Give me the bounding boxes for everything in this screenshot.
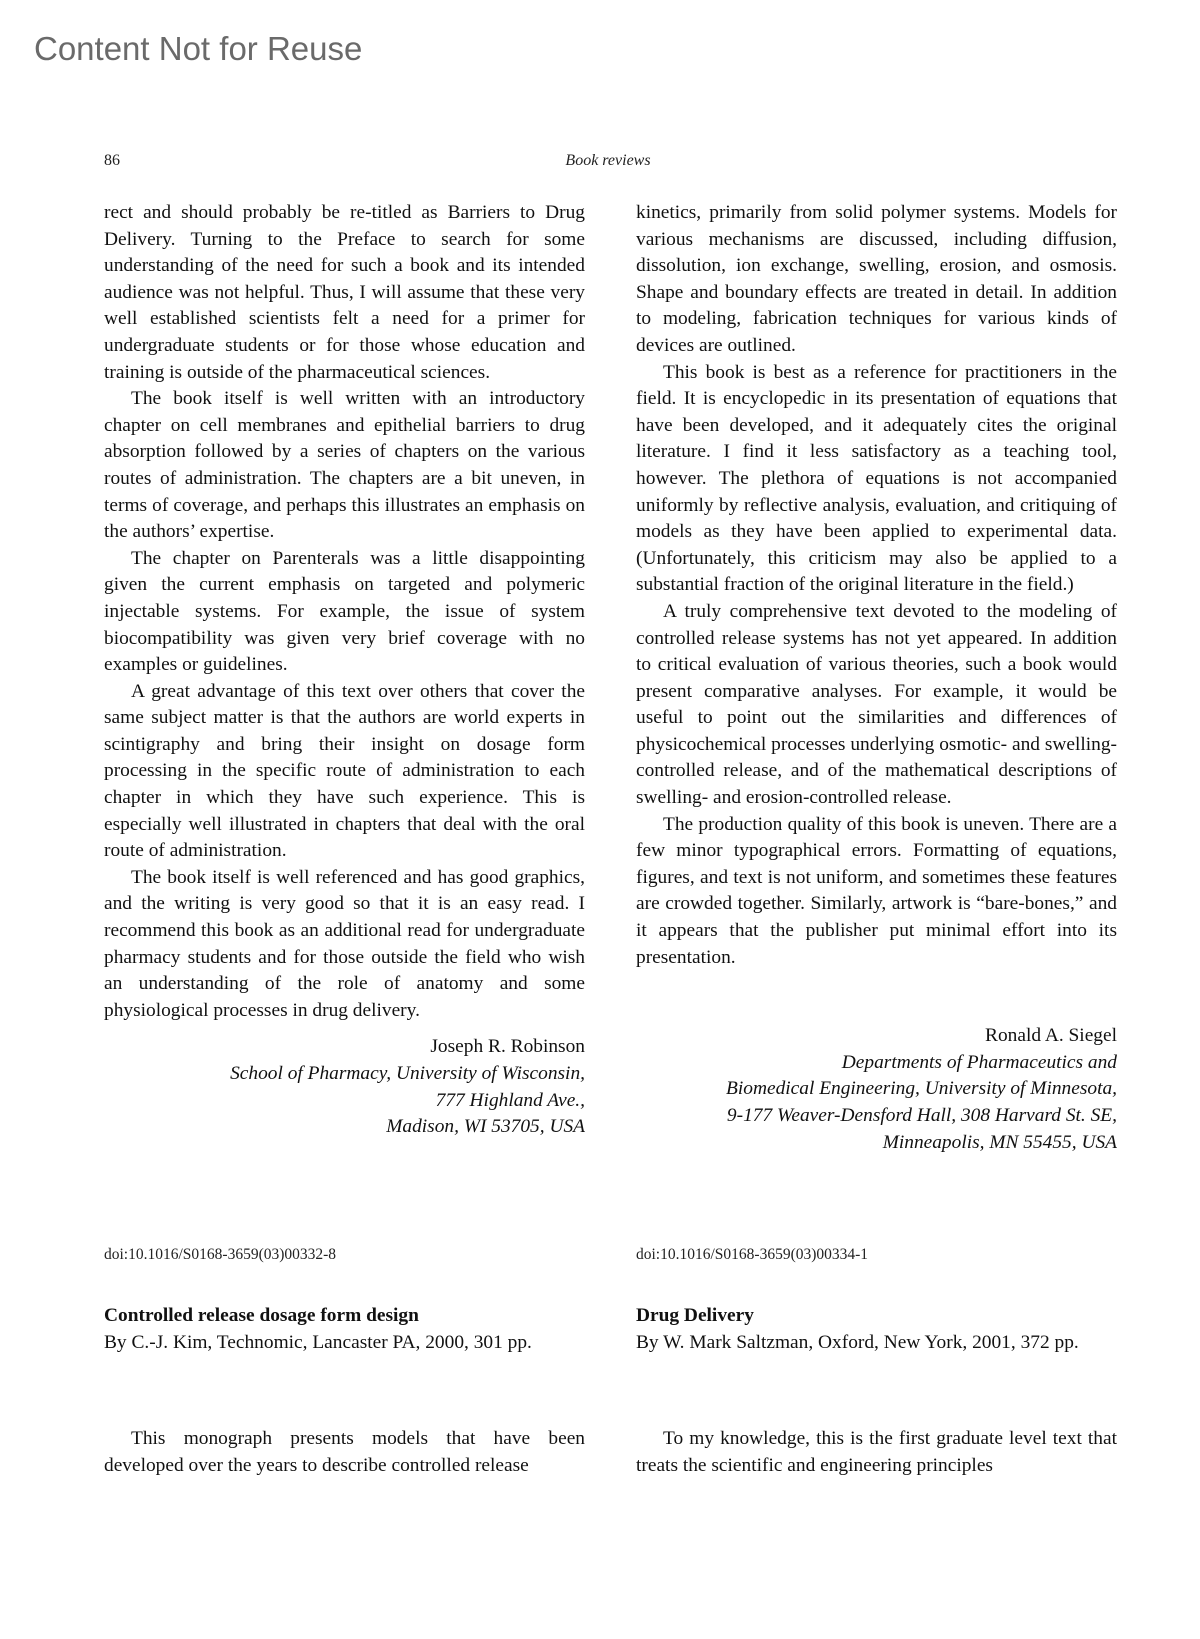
review-header [636, 1302, 1117, 1356]
reviewer-affiliation-line: Biomedical Engineering, University of Minnesota, [726, 1078, 1117, 1100]
doi: doi:10.1016/S0168-3659(03)00334-1 [636, 1246, 869, 1263]
section-title: Book reviews [565, 152, 651, 169]
reviewer-affiliation-line: School of Pharmacy, University of Wisconsin, [230, 1063, 585, 1084]
reviewer-affiliation-line: Madison, WI 53705, USA [386, 1116, 585, 1138]
review-body [636, 1426, 1117, 1479]
page-number: 86 [104, 152, 120, 169]
reviewer-signature [104, 1034, 585, 1140]
paragraph: A truly comprehensive text devoted to the modeling of controlled release systems has not yet appeared. In addition to critical evaluation of various theories, such a book would present comparative analyses. For example, it would be useful to point out the similarities and differences of physicochemical processes underlying osmotic- and swelling-controlled release, and of the mathematical descriptions of swelling- and erosion-controlled release. [636, 600, 1117, 809]
reviewer-affiliation-line: 777 Highland Ave., [435, 1089, 585, 1111]
reviewer-name: Joseph R. Robinson [430, 1036, 585, 1058]
reviewer-name: Ronald A. Siegel [985, 1025, 1117, 1047]
paragraph: kinetics, primarily from solid polymer systems. Models for various mechanisms are discussed, including diffusion, dissolution, ion exchange, swelling, erosion, and osmosis. Shape and boundary effects are treated in detail. In addition to modeling, fabrication techniques for various kinds of devices are outlined. [636, 202, 1117, 356]
doi: doi:10.1016/S0168-3659(03)00332-8 [104, 1246, 337, 1263]
paragraph: The book itself is well written with an introductory chapter on cell membranes and epithelial barriers to drug absorption followed by a series of chapters on the various routes of administration. The chapters are a bit uneven, in terms of coverage, and perhaps this illustrates an emphasis on the authors’ expertise. [104, 388, 585, 543]
review-byline: By C.-J. Kim, Technomic, Lancaster PA, 2000, 301 pp. [104, 1332, 532, 1353]
paragraph: This monograph presents models that have been developed over the years to describe controlled release [104, 1428, 585, 1476]
left-column [104, 200, 585, 1141]
paragraph: rect and should probably be re-titled as Barriers to Drug Delivery. Turning to the Preface to search for some understanding of the need for such a book and its intended audience was not helpful. Thus, I will assume that these very well established scientists felt a need for a primer for undergraduate students or for those whose education and training is outside of the pharmaceutical sciences. [104, 202, 585, 383]
review-byline: By W. Mark Saltzman, Oxford, New York, 2001, 372 pp. [636, 1332, 1079, 1353]
review-title: Drug Delivery [636, 1305, 754, 1326]
reviewer-affiliation-line: Minneapolis, MN 55455, USA [882, 1131, 1117, 1153]
paragraph: This book is best as a reference for practitioners in the field. It is encyclopedic in its presentation of equations that have been developed, and it adequately cites the original literature. I find it less satisfactory as a teaching tool, however. The plethora of equations is not accompanied uniformly by reflective analysis, evaluation, and critiquing of models as they have been applied to experimental data. (Unfortunately, this criticism may also be applied to a substantial fraction of the original literature in the field.) [636, 361, 1117, 596]
paragraph: The book itself is well referenced and has good graphics, and the writing is very good so that it is an easy read. I recommend this book as an additional read for undergraduate pharmacy students and for those outside the field who wish an understanding of the role of anatomy and some physiological processes in drug delivery. [104, 866, 585, 1021]
reviewer-affiliation-line: Departments of Pharmaceutics and [841, 1051, 1117, 1073]
reviewer-signature [636, 1023, 1117, 1156]
paragraph: A great advantage of this text over others that cover the same subject matter is that the authors are world experts in scintigraphy and bring their insight on dosage form processing in the specific route of administration to each chapter in which they have such experience. This is especially well illustrated in chapters that deal with the oral route of administration. [104, 680, 585, 862]
paragraph: To my knowledge, this is the first graduate level text that treats the scientific and engineering principles [636, 1428, 1117, 1476]
right-column [636, 200, 1117, 1156]
paragraph: The production quality of this book is uneven. There are a few minor typographical errors. Formatting of equations, figures, and text is not uniform, and sometimes these features are crowded together. Similarly, artwork is “bare-bones,” and it appears that the publisher put minimal effort into its presentation. [636, 813, 1117, 968]
review-header [104, 1302, 585, 1356]
reviewer-affiliation-line: 9-177 Weaver-Densford Hall, 308 Harvard St. SE, [726, 1105, 1117, 1126]
review-title: Controlled release dosage form design [104, 1305, 419, 1326]
review-body [104, 1426, 585, 1479]
paragraph: The chapter on Parenterals was a little disappointing given the current emphasis on targeted and polymeric injectable systems. For example, the issue of system biocompatibility was given very brief coverage with no examples or guidelines. [104, 547, 585, 676]
watermark: Content Not for Reuse [34, 30, 363, 67]
